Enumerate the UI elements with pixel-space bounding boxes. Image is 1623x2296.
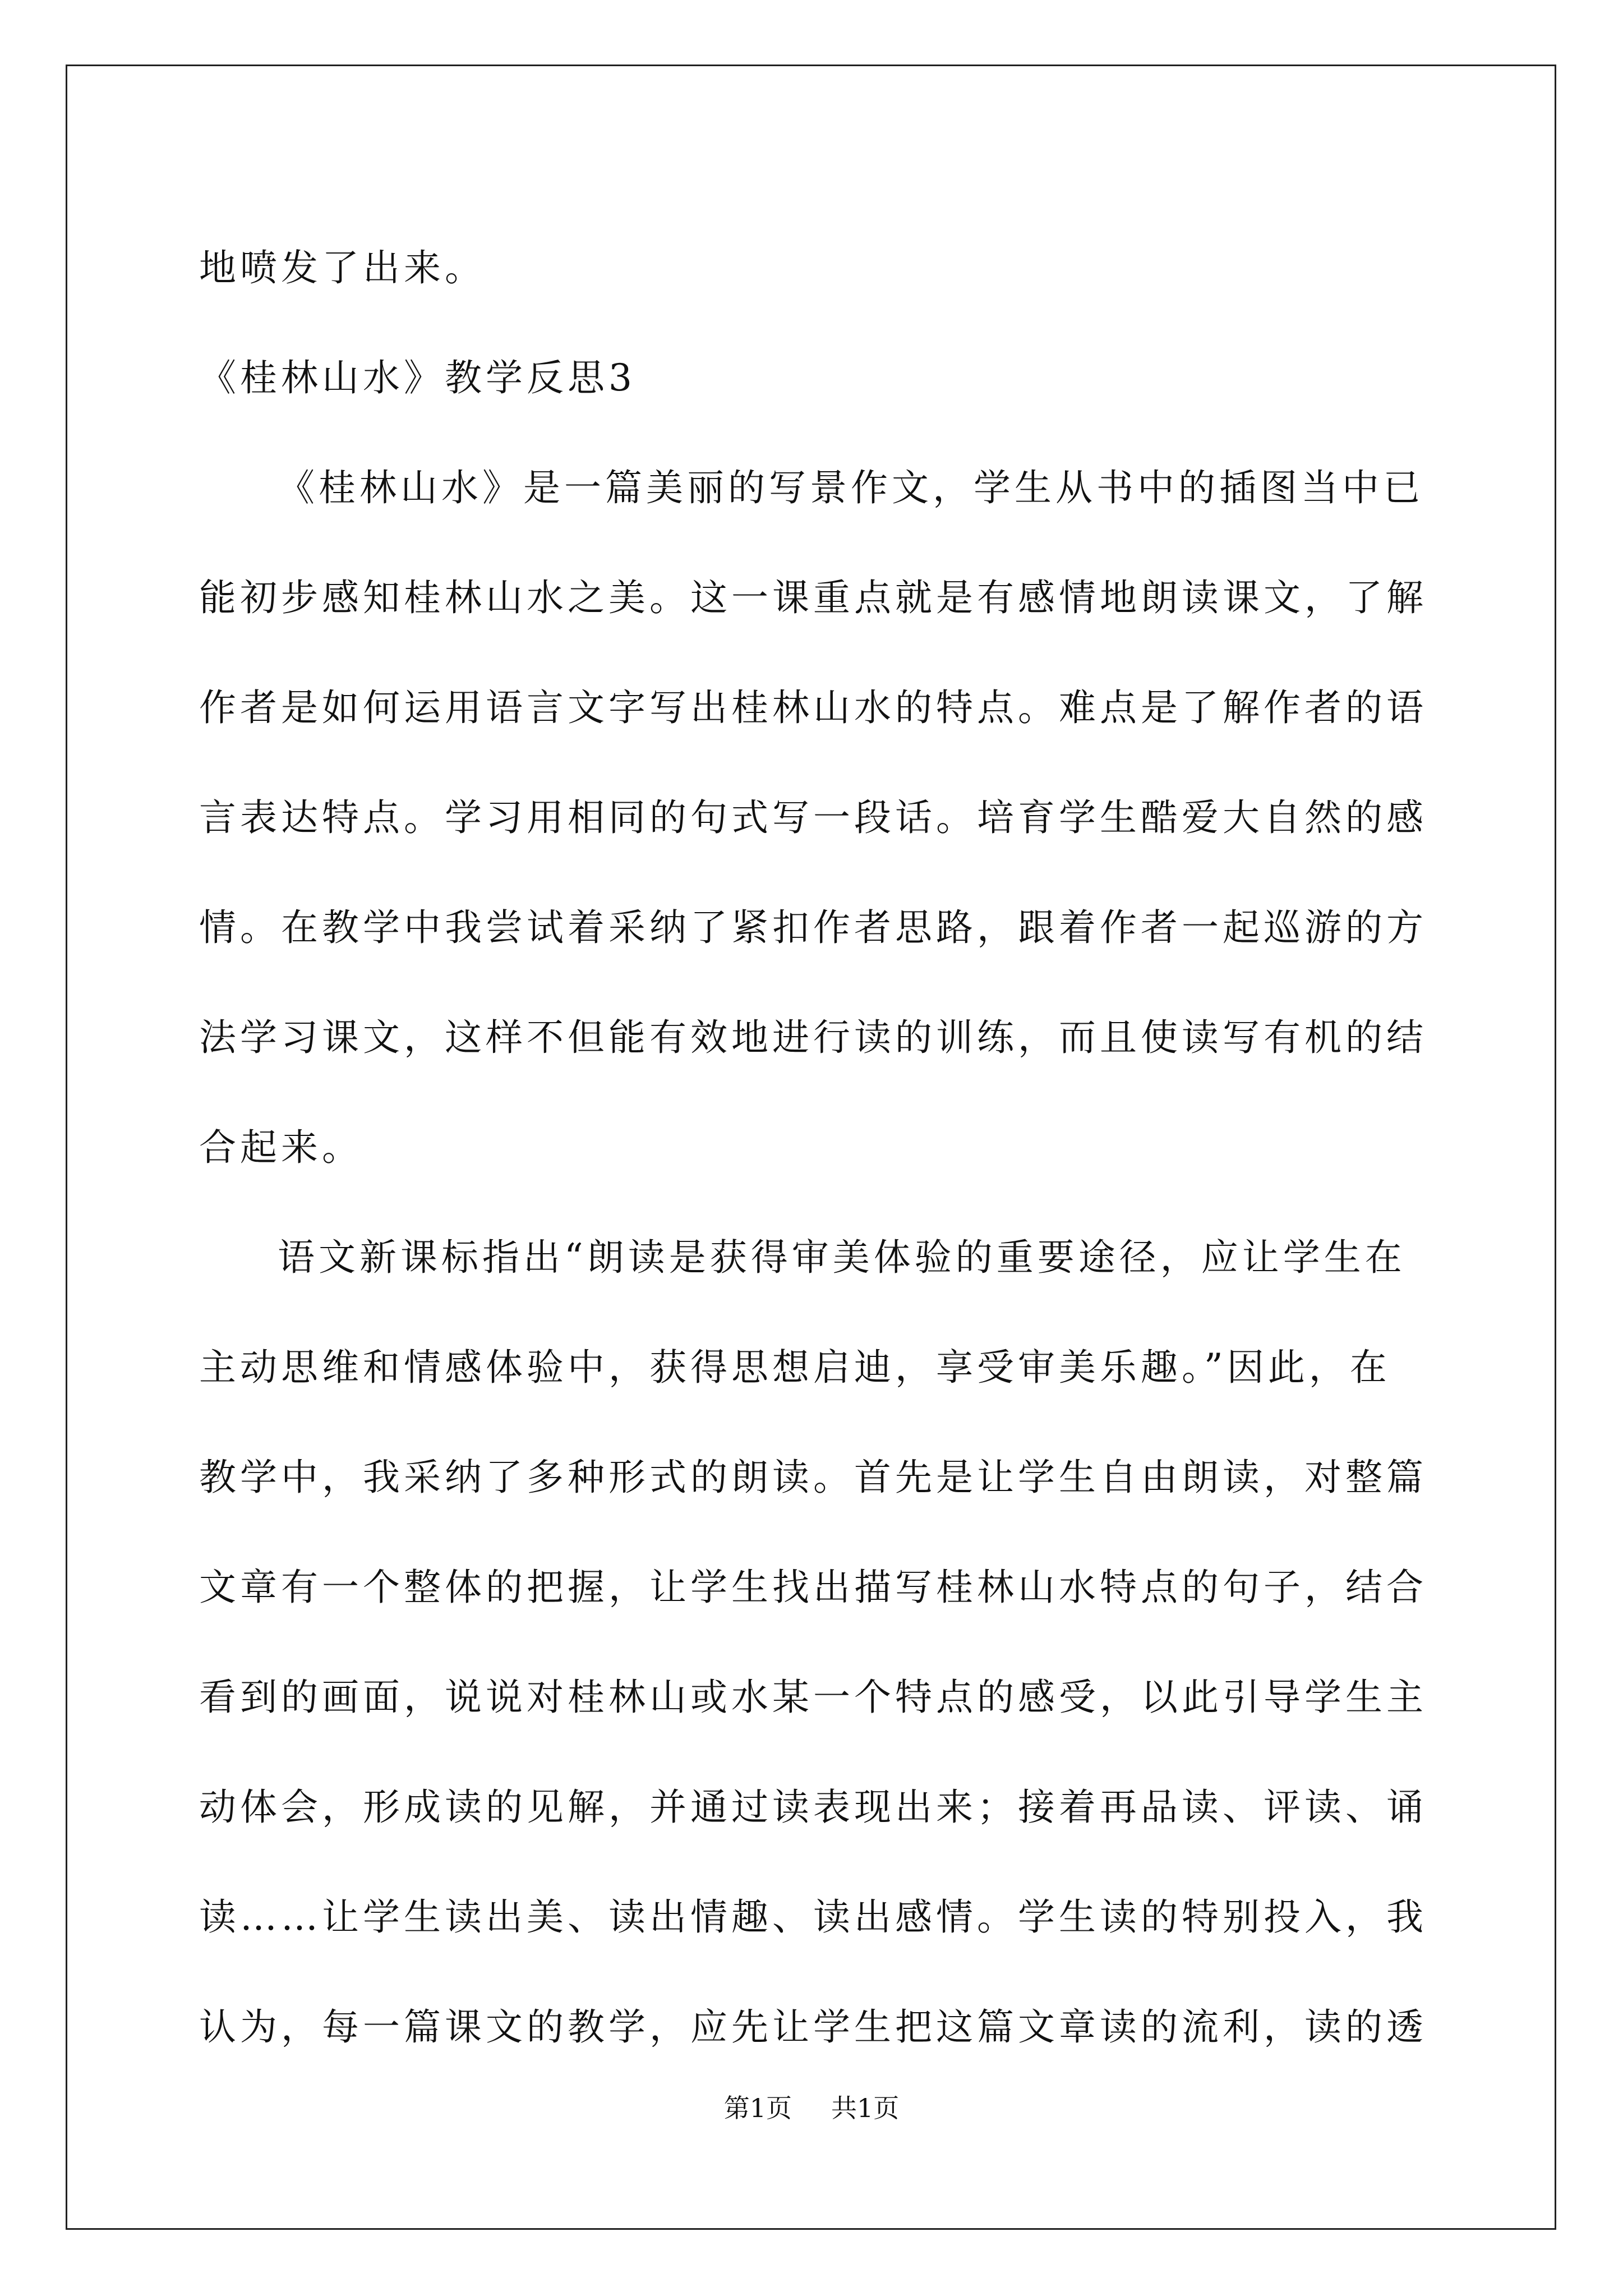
text-line: 《桂林山水》是一篇美丽的写景作文，学生从书中的插图当中已 <box>278 466 1424 509</box>
text-line: 地喷发了出来。 <box>199 246 486 289</box>
text-line: 作者是如何运用语言文字写出桂林山水的特点。难点是了解作者的语 <box>199 686 1427 729</box>
text-line: 合起来。 <box>199 1126 363 1169</box>
text-line: 认为，每一篇课文的教学，应先让学生把这篇文章读的流利，读的透 <box>199 2005 1427 2049</box>
text-line: 动体会，形成读的见解，并通过读表现出来；接着再品读、评读、诵 <box>199 1786 1427 1829</box>
text-line: 教学中，我采纳了多种形式的朗读。首先是让学生自由朗读，对整篇 <box>199 1456 1427 1499</box>
text-line: 文章有一个整体的把握，让学生找出描写桂林山水特点的句子，结合 <box>199 1566 1427 1609</box>
text-line: 言表达特点。学习用相同的句式写一段话。培育学生酷爱大自然的感 <box>199 796 1427 839</box>
text-line: 能初步感知桂林山水之美。这一课重点就是有感情地朗读课文，了解 <box>199 576 1427 619</box>
text-line: 情。在教学中我尝试着采纳了紧扣作者思路，跟着作者一起巡游的方 <box>199 906 1427 949</box>
section-heading: 《桂林山水》教学反思3 <box>199 356 636 399</box>
page-footer <box>0 2091 1623 2125</box>
document-body <box>199 213 1433 2082</box>
text-line: 法学习课文，这样不但能有效地进行读的训练，而且使读写有机的结 <box>199 1016 1427 1059</box>
text-line: 主动思维和情感体验中，获得思想启迪，享受审美乐趣。”因此，在 <box>199 1346 1391 1389</box>
page-number: 第1页 <box>723 2093 792 2123</box>
page-total: 共1页 <box>831 2093 900 2123</box>
text-line: 看到的画面，说说对桂林山或水某一个特点的感受，以此引导学生主 <box>199 1676 1427 1719</box>
text-line: 读……让学生读出美、读出情趣、读出感情。学生读的特别投入，我 <box>199 1895 1427 1939</box>
text-line: 语文新课标指出“朗读是获得审美体验的重要途径，应让学生在 <box>278 1236 1406 1279</box>
